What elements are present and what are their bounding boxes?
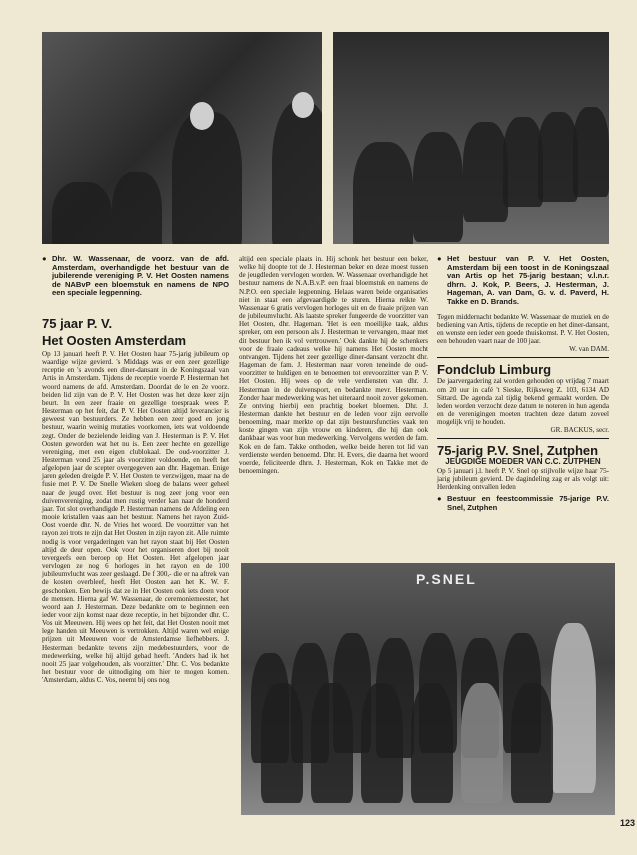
closing-paragraph: Tegen middernacht bedankte W. Wassenaar de muziek en de bediening van Artis, tijdens de receptie en het diner-dansant, en wenste een ieder een goede thuiskomst. P. V. Het Oosten, een behouden vaart naar de 100 jaar.: [437, 312, 609, 346]
snel-title: 75-jarig P.V. Snel, Zutphen: [437, 443, 599, 459]
article-title: 75 jaar P. V.: [42, 315, 113, 331]
bullet-icon: ●: [437, 494, 442, 504]
snel-body: Op 5 januari j.l. heeft P. V. Snel op stijlvolle wijze haar 75-jarig jubileum gevierd. De dagindeling zag er als volgt uit: Herdenking ontvallen leden: [437, 466, 609, 491]
limburg-body: De jaarvergadering zal worden gehouden op vrijdag 7 maart om 20 uur in café 't Sieske, Rijksweg Z. 103, 6134 AD Sittard. De agenda zal tijdig bekend gemaakt worden. De leden worden verzocht deze datum te noteren in hun agenda en de verenigingen moeten trachten deze datum zoveel mogelijk vrij te houden.: [437, 377, 609, 427]
signature-backus: GR. BACKUS, secr.: [550, 426, 609, 435]
article-body-col1: Op 13 januari heeft P. V. Het Oosten haar 75-jarig jubileum op waardige wijze gevierd. 's Middags was er een zeer gezellige receptie en 's avonds een diner-dansant in de Koningszaal van Artis in Amsterdam. Tijdens de receptie voerde P. Hesterman het woord namens de afd. Amsterdam. Doordat de le en 2e voorz. beiden lid zijn van de P. V. Het Oosten was het deze keer zijn beurt. In een zeer fraaie en gezellige toespraak wees P. Hesterman op het feit, dat P. V. Het Oosten altijd leverancier is geweest van bestuurders. Ze hebben een zeer goed en jong bestuur, waarin weinig mutaties voorkomen, iets wat voldoende zegt. Onder de bezielende leiding van J. Hesterman is P. V. Het Oosten geworden wat het nu is. Een zeer hechte en gezellige vereniging, met een eigen clublokaal. De oud-voorzitter J. Hesterman vond 25 jaar als voorzitter voldoende, en heeft het afgelopen jaar de scepter overgegeven aan dhr. Hageman. Enige jaren geleden dreigde P. V. Het Oosten te verzwijgen, maar na de fusie met P. V. De Snelle Wieken sloeg de balans weer geheel naar de jeugd over. Het bestuur is nog zeer jong voor een duivenvereniging, zodat men rustig verder kan naar de honderd jaar. Tot slot overhandigde P. Hesterman namens de Afdeling een mooie kristallen vaas aan het bestuur. Namens het rayon Zuid-Oost voerde dhr. N. de Vries het woord. De voorzitter van het rayon zei trots te zijn dat Het Oosten in zijn rayon zit. Alle ruimte nodig is voor vergaderingen van het rayon staat bij Het Oosten altijd de deur open. Ook voor het organiseren doet bij nooit tevergeefs een beroep op Het Oosten. Het afgelopen jaar vervlogen ze nog 6 horloges in het rayon en de 100 jubileumvlucht was zeer geslaagd. De f 300,- die er na aftrek van de kosten overbleef, heeft Het Oosten aan het K. W. F. geschonken. Een bewijs dat ze in Het Oosten ook iets doen voor de mensen. Hierna gaf W. Wassenaar, de ceremoniemeester, het woord aan J. Hesterman. Deze bedankte om te beginnen een ieder voor zijn komst naar deze receptie, in het bijzonder dhr. C. Vos uit Meeuwen. Hij wees op het feit, dat Het Oosten nooit met lege handen uit Meeuwen is vertrokken. Altijd waren wel enige prijzen uit Meeuwen voor de Amsterdamse liefhebbers. J. Hesterman bedankte tevens zijn medebestuurders, voor de medewerking, welke hij altijd gehad heeft. 'Anders had ik het nooit 25 jaar volgehouden, als voorzitter.' Dhr. C. Vos bedankte het bestuur voor de uitnodiging om hier te mogen komen. 'Amsterdam, aldus C. Vos, neemt bij ons nog: [42, 349, 229, 685]
divider: [437, 357, 609, 358]
photo-group: [241, 563, 615, 815]
photo-ceremony: [42, 32, 322, 244]
snel-subtitle: JEUGDIGE MOEDER VAN C.C. ZUTPHEN: [445, 457, 601, 467]
bullet-icon: ●: [42, 254, 47, 263]
photo-caption-group: ● Bestuur en feestcommissie 75-jarige P.V. Snel, Zutphen: [437, 494, 609, 512]
sign-text: P.SNEL: [416, 571, 477, 587]
divider: [437, 438, 609, 439]
photo-caption-toast: ● Het bestuur van P. V. Het Oosten, Amsterdam bij een toost in de Koningszaal van Artis op het 75-jarig bestaan; v.l.n.r. dhrn. J. Kok, P. Beers, J. Hesterman, J. Hageman, A. van Dam, G. v. d. Paverd, H. Takke en D. Brands.: [437, 254, 609, 306]
photo-toast: [333, 32, 609, 244]
signature-van-dam: W. van DAM.: [569, 345, 609, 354]
page-number: 123: [619, 818, 635, 828]
column-3: [437, 255, 609, 512]
photo-caption-ceremony: ● Dhr. W. Wassenaar, de voorz. van de afd. Amsterdam, overhandigde het bestuur van de jubilerende vereniging P. V. Het Oosten namens de NABvP een bloemstuk en namens de NPO een speciale legpenning.: [42, 254, 229, 298]
limburg-title: Fondclub Limburg: [437, 362, 552, 378]
column-2: [239, 255, 428, 475]
column-1: [42, 255, 229, 684]
bullet-icon: ●: [437, 254, 442, 263]
article-body-col2: altijd een speciale plaats in. Hij schonk het bestuur een beker, welke hij doopte tot de J. Hesterman beker en deze moest tussen de jeugdleden vervlogen worden. W. Wassenaar overhandigde het bestuur namens de N.A.B.v.P. een fraai bloemstuk en namens de N.P.O. een speciale legpenning. Helaas waren beide organisaties niet in staat een afgevaardigde te sturen. Hierna reikte W. Wassenaar 6 gratis vervlogen horloges uit en de fraaie prijzen van de jubileumvlucht. Als laatste spreker fungeerde de voorzitter van Het Oosten, dhr. Hageman. 'Het is een moeilijke taak, aldus spreker, om een persoon als J. Hesterman te vervangen, maar met dit bestuur ben ik vol vertrouwen.' Ook dankte hij de schenkers voor de fraaie cadeaus welke hij namens Het Oosten mocht ontvangen. Tijdens het zeer gezellige diner-dansant verzocht dhr. Hageman de fam. J. Hesterman naar voren teneinde de oud-voorzitter te huldigen en te benoemen tot erevoorzitter van P. V. Het Oosten. Hij wees op de vele verdiensten van dhr. J. Hesterman in de duivensport, en bedankte mevr. Hesterman. Zonder haar medewerking was het uiteraard nooit zover gekomen. Ze ontving hierbij een prachtig boeket bloemen. Dhr. J. Hesterman dankte het bestuur en de leden voor zijn eervolle benoeming, maar merkte op dat zijn bestuursfuncties vaak ten koste gingen van zijn vrouw en kinderen, die hij dan ook dankbaar was voor hun medewerking. Vervolgens werden de fam. Kok en de fam. Takke onthoden, welke beide heren tot lid van verdienste werden benoemd. Dhr. H. Evers, die daarna het woord voerde, feliciteerde dhrn. J. Hesterman, Kok en Takke met de benoemingen.: [239, 255, 428, 476]
article-title-line2: Het Oosten Amsterdam: [42, 332, 186, 348]
